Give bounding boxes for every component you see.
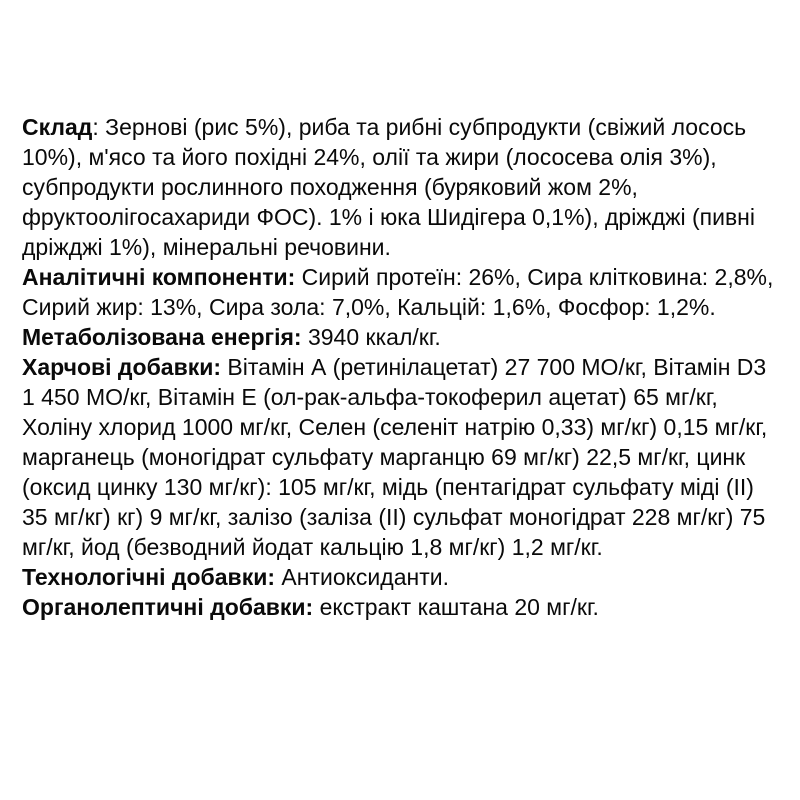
composition-paragraph — [22, 112, 780, 262]
technological-additives-paragraph — [22, 562, 780, 592]
analytical-components-paragraph — [22, 262, 780, 322]
composition-heading: Склад — [22, 114, 93, 140]
analytical-components-text: Сирий протеїн: 26%, Сира клітковина: 2,8%, Сирий жир: 13%, Сира зола: 7,0%, Кальцій: 1,6%, Фосфор: 1,2%. — [22, 264, 774, 320]
metabolizable-energy-heading: Метаболізована енергія: — [22, 324, 302, 350]
organoleptic-additives-heading: Органолептичні добавки: — [22, 594, 314, 620]
organoleptic-additives-text: екстракт каштана 20 мг/кг. — [313, 594, 599, 620]
composition-text: : Зернові (рис 5%), риба та рибні субпродукти (свіжий лосось 10%), м'ясо та його похідні 24%, олії та жири (лососева олія 3%), субпродукти рослинного походження (буряковий жом 2%, фруктоолігосахариди ФОС). 1% і юка Шидігера 0,1%), дріжджі (пивні дріжджі 1%), мінеральні речовини. — [22, 114, 755, 260]
nutritional-additives-heading: Харчові добавки: — [22, 354, 222, 380]
metabolizable-energy-paragraph — [22, 322, 780, 352]
metabolizable-energy-text: 3940 ккал/кг. — [301, 324, 441, 350]
technological-additives-heading: Технологічні добавки: — [22, 564, 275, 590]
organoleptic-additives-paragraph — [22, 592, 780, 622]
technological-additives-text: Антиоксиданти. — [275, 564, 449, 590]
nutritional-additives-paragraph — [22, 352, 780, 562]
nutritional-additives-text: Вітамін А (ретинілацетат) 27 700 МО/кг, Вітамін D3 1 450 МО/кг, Вітамін Е (ол-рак-альфа-токоферил ацетат) 65 мг/кг, Холіну хлорид 1000 мг/кг, Селен (селеніт натрію 0,33) мг/кг) 0,15 мг/кг, марганець (моногідрат сульфату марганцю 69 мг/кг) 22,5 мг/кг, цинк (оксид цинку 130 мг/кг): 105 мг/кг, мідь (пентагідрат сульфату міді (ІІ) 35 мг/кг) кг) 9 мг/кг, залізо (заліза (ІІ) сульфат моногідрат 228 мг/кг) 75 мг/кг, йод (безводний йодат кальцію 1,8 мг/кг) 1,2 мг/кг. — [22, 354, 768, 560]
analytical-components-heading: Аналітичні компоненти: — [22, 264, 296, 290]
